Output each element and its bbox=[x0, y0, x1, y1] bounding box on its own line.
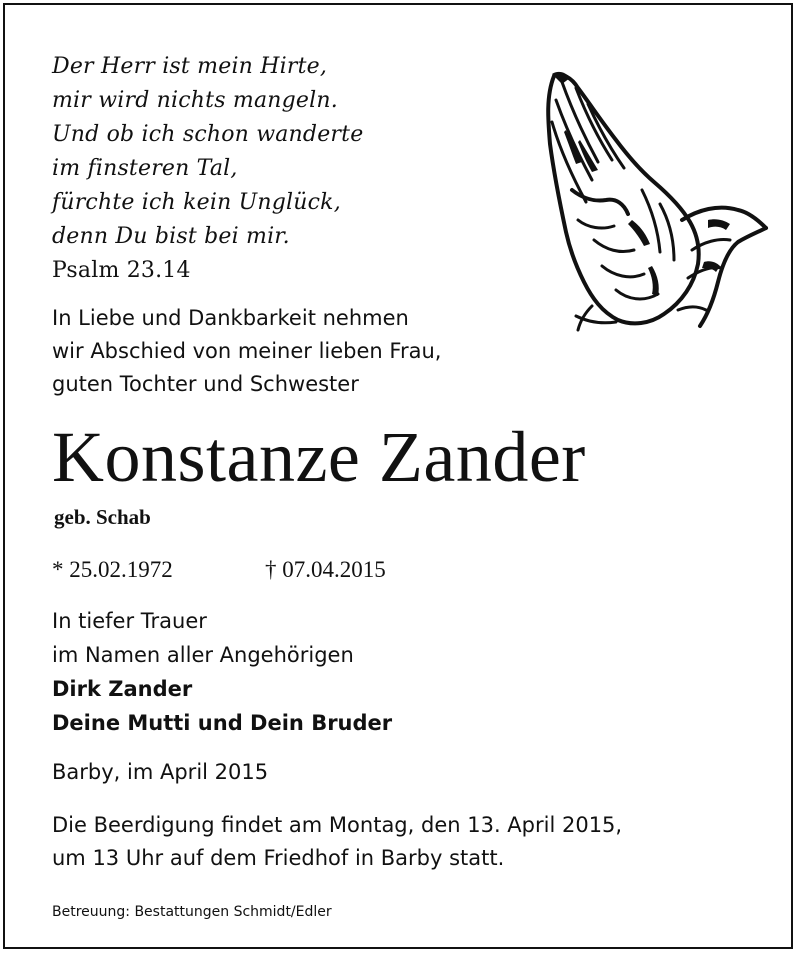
mourners bbox=[52, 604, 612, 740]
funeral-line: um 13 Uhr auf dem Friedhof in Barby statt. bbox=[52, 846, 505, 870]
funeral-home-credit: Betreuung: Bestattungen Schmidt/Edler bbox=[52, 904, 332, 920]
psalm-line: mir wird nichts mangeln. bbox=[52, 88, 338, 113]
psalm-line: denn Du bist bei mir. bbox=[52, 224, 290, 249]
funeral-line: Die Beerdigung findet am Montag, den 13. April 2015, bbox=[52, 813, 623, 837]
intro-text bbox=[52, 302, 612, 401]
birth-date: * 25.02.1972 bbox=[52, 557, 173, 582]
life-dates bbox=[52, 553, 552, 587]
mourner-name: Dirk Zander bbox=[52, 677, 193, 701]
psalm-quote bbox=[52, 50, 522, 288]
intro-line: guten Tochter und Schwester bbox=[52, 372, 359, 396]
deceased-name: Konstanze Zander bbox=[52, 417, 586, 497]
psalm-reference: Psalm 23.14 bbox=[52, 258, 191, 283]
place-date: Barby, im April 2015 bbox=[52, 760, 269, 784]
death-date: † 07.04.2015 bbox=[265, 557, 386, 582]
psalm-line: im finsteren Tal, bbox=[52, 156, 238, 181]
mourning-line: im Namen aller Angehörigen bbox=[52, 643, 354, 667]
intro-line: wir Abschied von meiner lieben Frau, bbox=[52, 339, 442, 363]
funeral-info bbox=[52, 809, 752, 875]
mourner-name: Deine Mutti und Dein Bruder bbox=[52, 711, 393, 735]
maiden-name: geb. Schab bbox=[54, 505, 151, 529]
mourning-line: In tiefer Trauer bbox=[52, 609, 207, 633]
psalm-line: Der Herr ist mein Hirte, bbox=[52, 54, 328, 79]
psalm-line: fürchte ich kein Unglück, bbox=[52, 190, 341, 215]
praying-hands-icon bbox=[532, 70, 772, 332]
intro-line: In Liebe und Dankbarkeit nehmen bbox=[52, 306, 409, 330]
psalm-line: Und ob ich schon wanderte bbox=[52, 122, 364, 147]
